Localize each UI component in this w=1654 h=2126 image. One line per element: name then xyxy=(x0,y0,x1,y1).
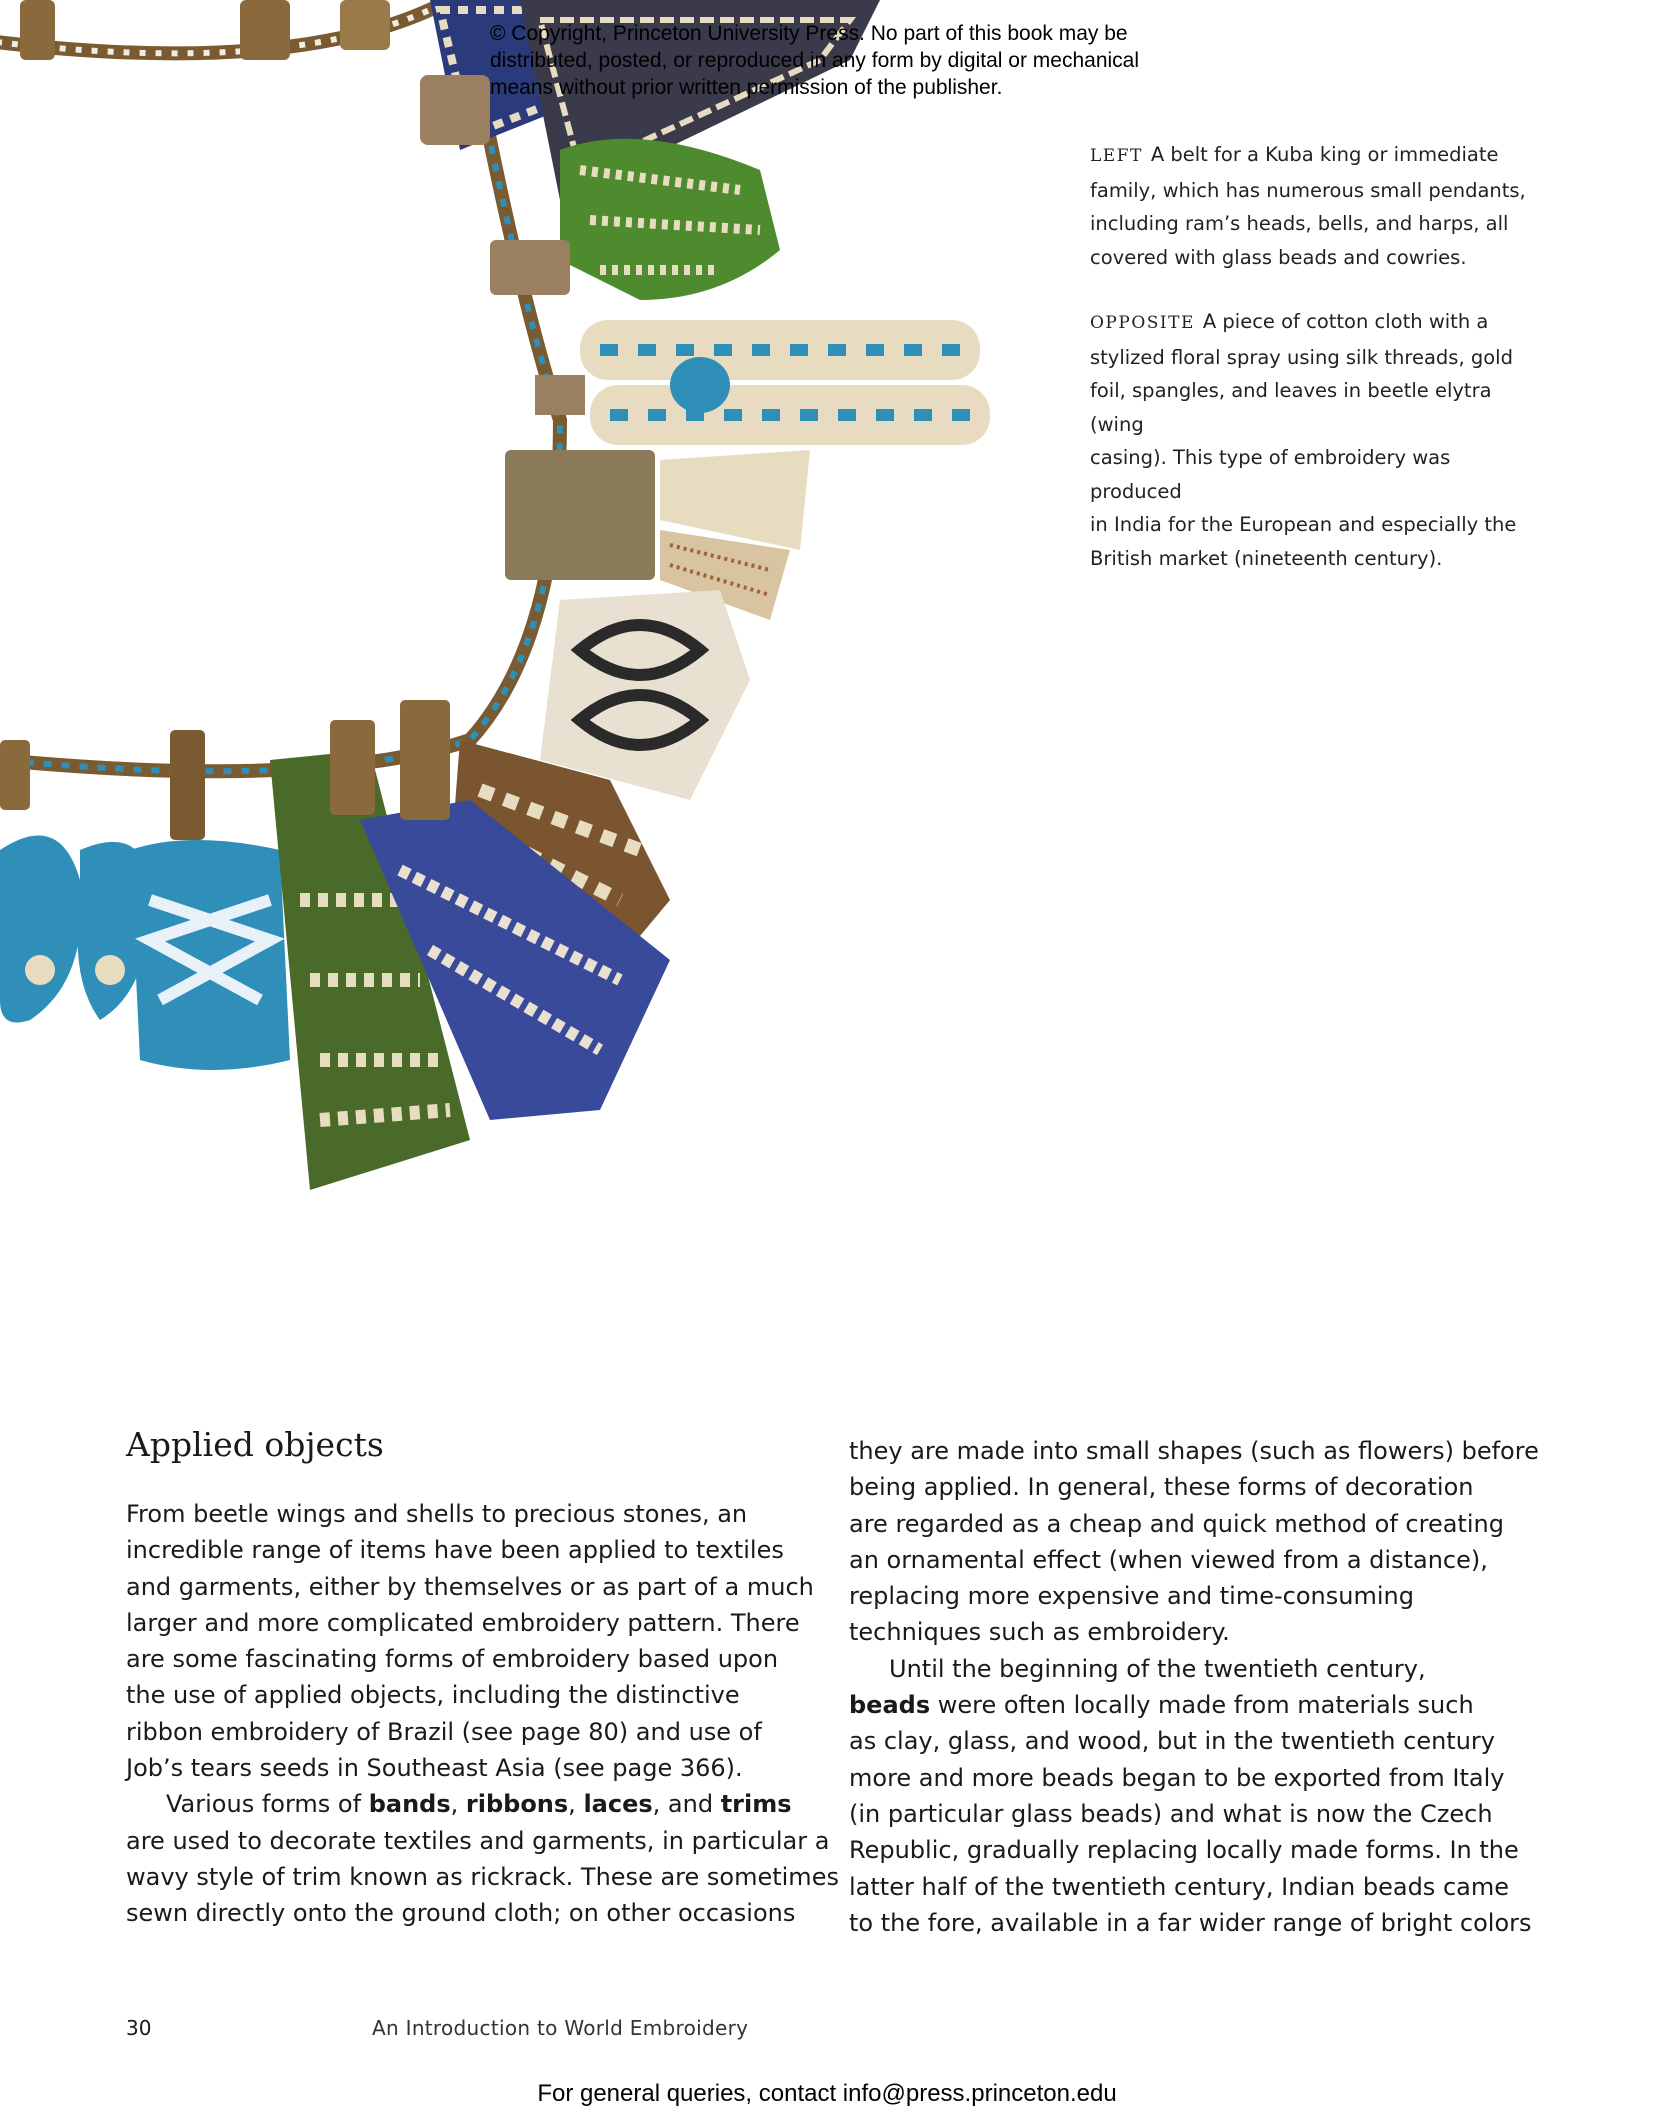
text-run: were often locally made from materials such xyxy=(930,1691,1474,1720)
body-line: sewn directly onto the ground cloth; on other occasions xyxy=(126,1899,796,1928)
body-line: wavy style of trim known as rickrack. These are sometimes xyxy=(126,1862,839,1891)
caption-line: foil, spangles, and leaves in beetle elytra (wing xyxy=(1090,379,1492,436)
leather-block xyxy=(505,450,655,580)
leather-tab xyxy=(20,0,55,60)
body-line: larger and more complicated embroidery pattern. There xyxy=(126,1608,800,1637)
teardrop-pendant xyxy=(0,835,81,1022)
caption-line: A piece of cotton cloth with a xyxy=(1202,310,1489,333)
text-run: , and xyxy=(652,1790,721,1819)
body-line: are regarded as a cheap and quick method of creating xyxy=(849,1509,1504,1538)
body-line: the use of applied objects, including the distinctive xyxy=(126,1681,740,1710)
body-line: to the fore, available in a far wider range of bright colors xyxy=(849,1908,1532,1937)
caption-line: in India for the European and especially the xyxy=(1090,513,1517,536)
bold-term: ribbons xyxy=(465,1790,569,1819)
running-title: An Introduction to World Embroidery xyxy=(372,2016,749,2040)
body-line: (in particular glass beads) and what is now the Czech xyxy=(849,1799,1493,1828)
body-line: From beetle wings and shells to precious stones, an xyxy=(126,1500,748,1528)
body-column-right xyxy=(849,1433,1539,1941)
body-line: being applied. In general, these forms of decoration xyxy=(849,1473,1474,1502)
bold-term: trims xyxy=(720,1790,792,1819)
bold-term: bands xyxy=(368,1790,451,1819)
section-heading: Applied objects xyxy=(126,1425,384,1464)
page-number: 30 xyxy=(126,2016,152,2040)
blue-beaded-pendant xyxy=(130,840,290,1070)
body-line: Until the beginning of the twentieth century, xyxy=(889,1654,1426,1683)
caption-line: family, which has numerous small pendants, xyxy=(1090,178,1526,202)
caption-line: including ram’s heads, bells, and harps, all xyxy=(1090,212,1509,235)
caption-left xyxy=(1090,138,1540,274)
caption-label-opposite: OPPOSITE xyxy=(1090,313,1195,333)
caption-line: covered with glass beads and cowries. xyxy=(1090,245,1467,269)
caption-line: casing). This type of embroidery was produced xyxy=(1090,446,1451,503)
body-line: techniques such as embroidery. xyxy=(849,1618,1230,1647)
body-line: latter half of the twentieth century, Indian beads came xyxy=(849,1872,1509,1901)
body-line: and garments, either by themselves or as part of a much xyxy=(126,1572,814,1601)
body-line: incredible range of items have been applied to textiles xyxy=(126,1536,784,1565)
caption-line: stylized floral spray using silk threads, gold xyxy=(1090,345,1513,369)
body-line: an ornamental effect (when viewed from a distance), xyxy=(849,1545,1488,1574)
caption-line: British market (nineteenth century). xyxy=(1090,546,1443,570)
bold-term: laces xyxy=(583,1790,653,1819)
body-column-left xyxy=(126,1496,839,1932)
bold-term: beads xyxy=(849,1691,931,1720)
copyright-line: © Copyright, Princeton University Press. No part of this book may be xyxy=(490,22,1128,45)
copyright-line: distributed, posted, or reproduced in any form by digital or mechanical xyxy=(490,49,1140,72)
body-line: are some fascinating forms of embroidery based upon xyxy=(126,1645,779,1674)
body-line xyxy=(126,1786,816,1822)
caption-opposite xyxy=(1090,305,1540,575)
kuba-belt-photo xyxy=(0,0,1040,1220)
caption-line: A belt for a Kuba king or immediate xyxy=(1150,143,1499,166)
text-run: , xyxy=(450,1790,466,1819)
body-line: as clay, glass, and wood, but in the twentieth century xyxy=(849,1727,1495,1756)
body-line: more and more beads began to be exported from Italy xyxy=(849,1763,1505,1792)
body-line xyxy=(849,1687,1539,1723)
body-line: replacing more expensive and time-consuming xyxy=(849,1582,1414,1611)
copyright-line: means without prior written permission of the publisher. xyxy=(490,76,1003,99)
belt-ring-arc xyxy=(0,40,560,771)
body-line: are used to decorate textiles and garments, in particular a xyxy=(126,1826,830,1855)
text-run: , xyxy=(568,1790,584,1819)
body-line: Republic, gradually replacing locally made forms. In the xyxy=(849,1836,1519,1865)
body-line: Job’s tears seeds in Southeast Asia (see page 366). xyxy=(126,1754,743,1783)
text-run: Various forms of xyxy=(166,1790,369,1819)
body-line: ribbon embroidery of Brazil (see page 80) and use of xyxy=(126,1717,762,1746)
copyright-notice xyxy=(490,20,1210,101)
contact-footer: For general queries, contact info@press.princeton.edu xyxy=(537,2080,1117,2107)
body-line: they are made into small shapes (such as flowers) before xyxy=(849,1437,1539,1465)
caption-label-left: LEFT xyxy=(1090,146,1143,166)
